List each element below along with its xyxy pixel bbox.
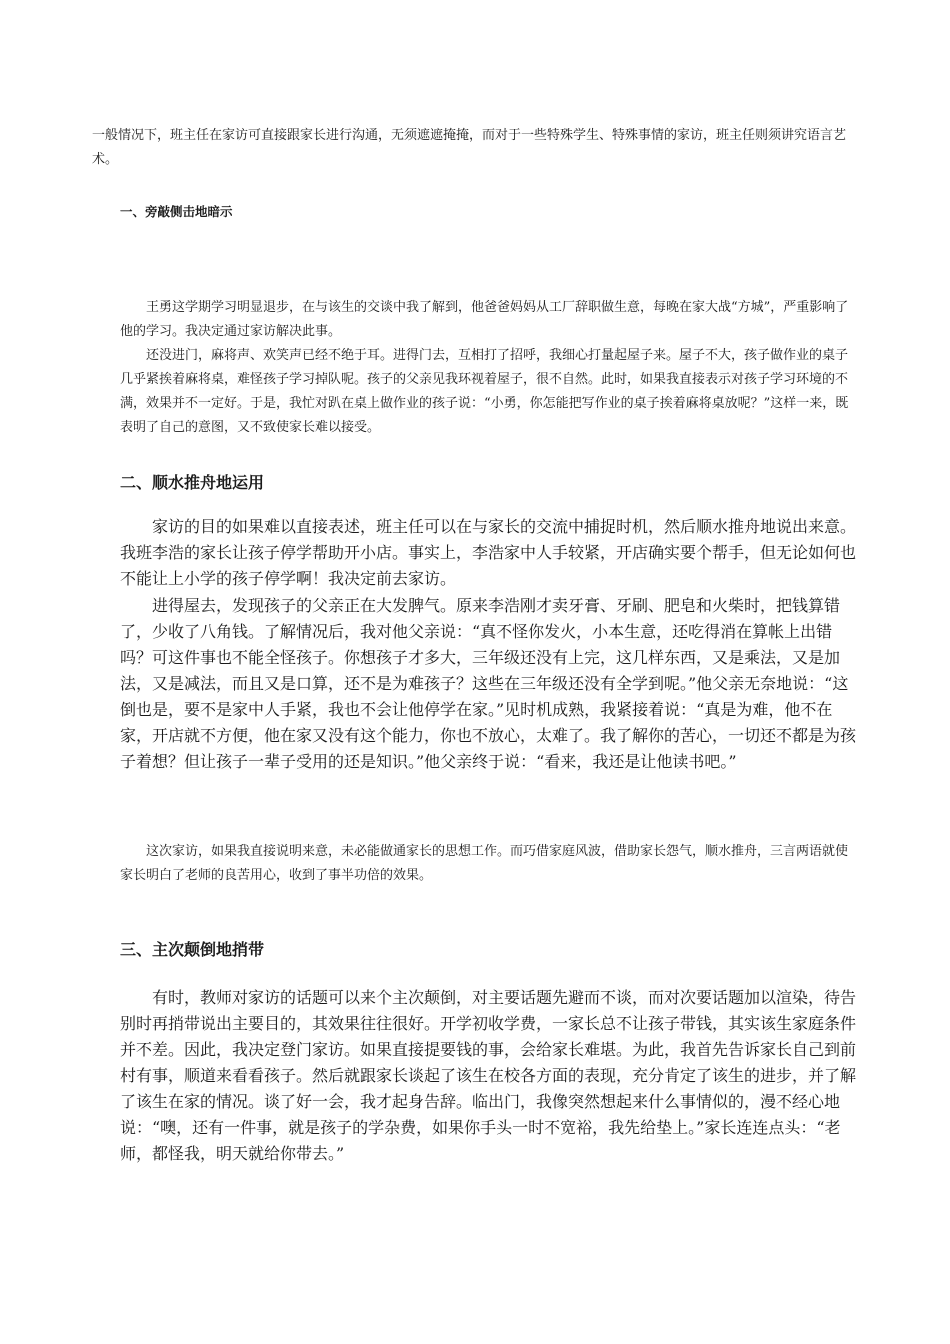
section1-heading: 一、旁敲侧击地暗示 (120, 204, 233, 219)
section2-paragraph-2: 进得屋去，发现孩子的父亲正在大发脾气。原来李浩刚才卖牙膏、牙刷、肥皂和火柴时，把钱算错了，少收了八角钱。了解情况后，我对他父亲说：“真不怪你发火，小本生意，还吃得消在算帐上出错吗？可这件事也不能全怪孩子。你想孩子才多大，三年级还没有上完，这几样东西，又是乘法，又是加法，又是减法，而且又是口算，还不是为难孩子？这些在三年级还没有全学到呢。”他父亲无奈地说：“这倒也是，要不是家中人手紧，我也不会让他停学在家。”见时机成熟，我紧接着说：“真是为难，他不在家，开店就不方便，他在家又没有这个能力，你也不放心，太难了。我了解你的苦心，一切还不都是为孩子着想？但让孩子一辈子受用的还是知识。”他父亲终于说：“看来，我还是让他读书吧。” (120, 596, 857, 771)
section1-paragraph-1: 王勇这学期学习明显退步，在与该生的交谈中我了解到，他爸爸妈妈从工厂辞职做生意，每晚在家大战“方城”，严重影响了他的学习。我决定通过家访解决此事。 (120, 300, 849, 339)
section2-paragraph-3: 这次家访，如果我直接说明来意，未必能做通家长的思想工作。而巧借家庭风波，借助家长怨气，顺水推舟，三言两语就使家长明白了老师的良苦用心，收到了事半功倍的效果。 (120, 844, 849, 883)
section3-heading: 三、主次颠倒地捎带 (120, 940, 265, 959)
section2-heading: 二、顺水推舟地运用 (120, 473, 265, 492)
section2-paragraph-1: 家访的目的如果难以直接表述，班主任可以在与家长的交流中捕捉时机，然后顺水推舟地说出来意。我班李浩的家长让孩子停学帮助开小店。事实上，李浩家中人手较紧，开店确实要个帮手，但无论如何也不能让上小学的孩子停学啊！我决定前去家访。 (120, 517, 857, 588)
section1-paragraph-2: 还没进门，麻将声、欢笑声已经不绝于耳。进得门去，互相打了招呼，我细心打量起屋子来。屋子不大，孩子做作业的桌子几乎紧挨着麻将桌，难怪孩子学习掉队呢。孩子的父亲见我环视着屋子，很不自然。此时，如果我直接表示对孩子学习环境的不满，效果并不一定好。于是，我忙对趴在桌上做作业的孩子说：“小勇，你怎能把写作业的桌子挨着麻将桌放呢？”这样一来，既表明了自己的意图，又不致使家长难以接受。 (120, 348, 849, 435)
section3-paragraph-1: 有时，教师对家访的话题可以来个主次颠倒，对主要话题先避而不谈，而对次要话题加以渲染，待告别时再捎带说出主要目的，其效果往往很好。开学初收学费，一家长总不让孩子带钱，其实该生家庭条件并不差。因此，我决定登门家访。如果直接提要钱的事，会给家长难堪。为此，我首先告诉家长自己到前村有事，顺道来看看孩子。然后就跟家长谈起了该生在校各方面的表现，充分肯定了该生的进步，并了解了该生在家的情况。谈了好一会，我才起身告辞。临出门，我像突然想起来什么事情似的，漫不经心地说：“噢，还有一件事，就是孩子的学杂费，如果你手头一时不宽裕，我先给垫上。”家长连连点头：“老师，都怪我，明天就给你带去。” (120, 988, 857, 1163)
intro-paragraph: 一般情况下，班主任在家访可直接跟家长进行沟通，无须遮遮掩掩，而对于一些特殊学生、特殊事情的家访，班主任则须讲究语言艺术。 (92, 128, 847, 167)
